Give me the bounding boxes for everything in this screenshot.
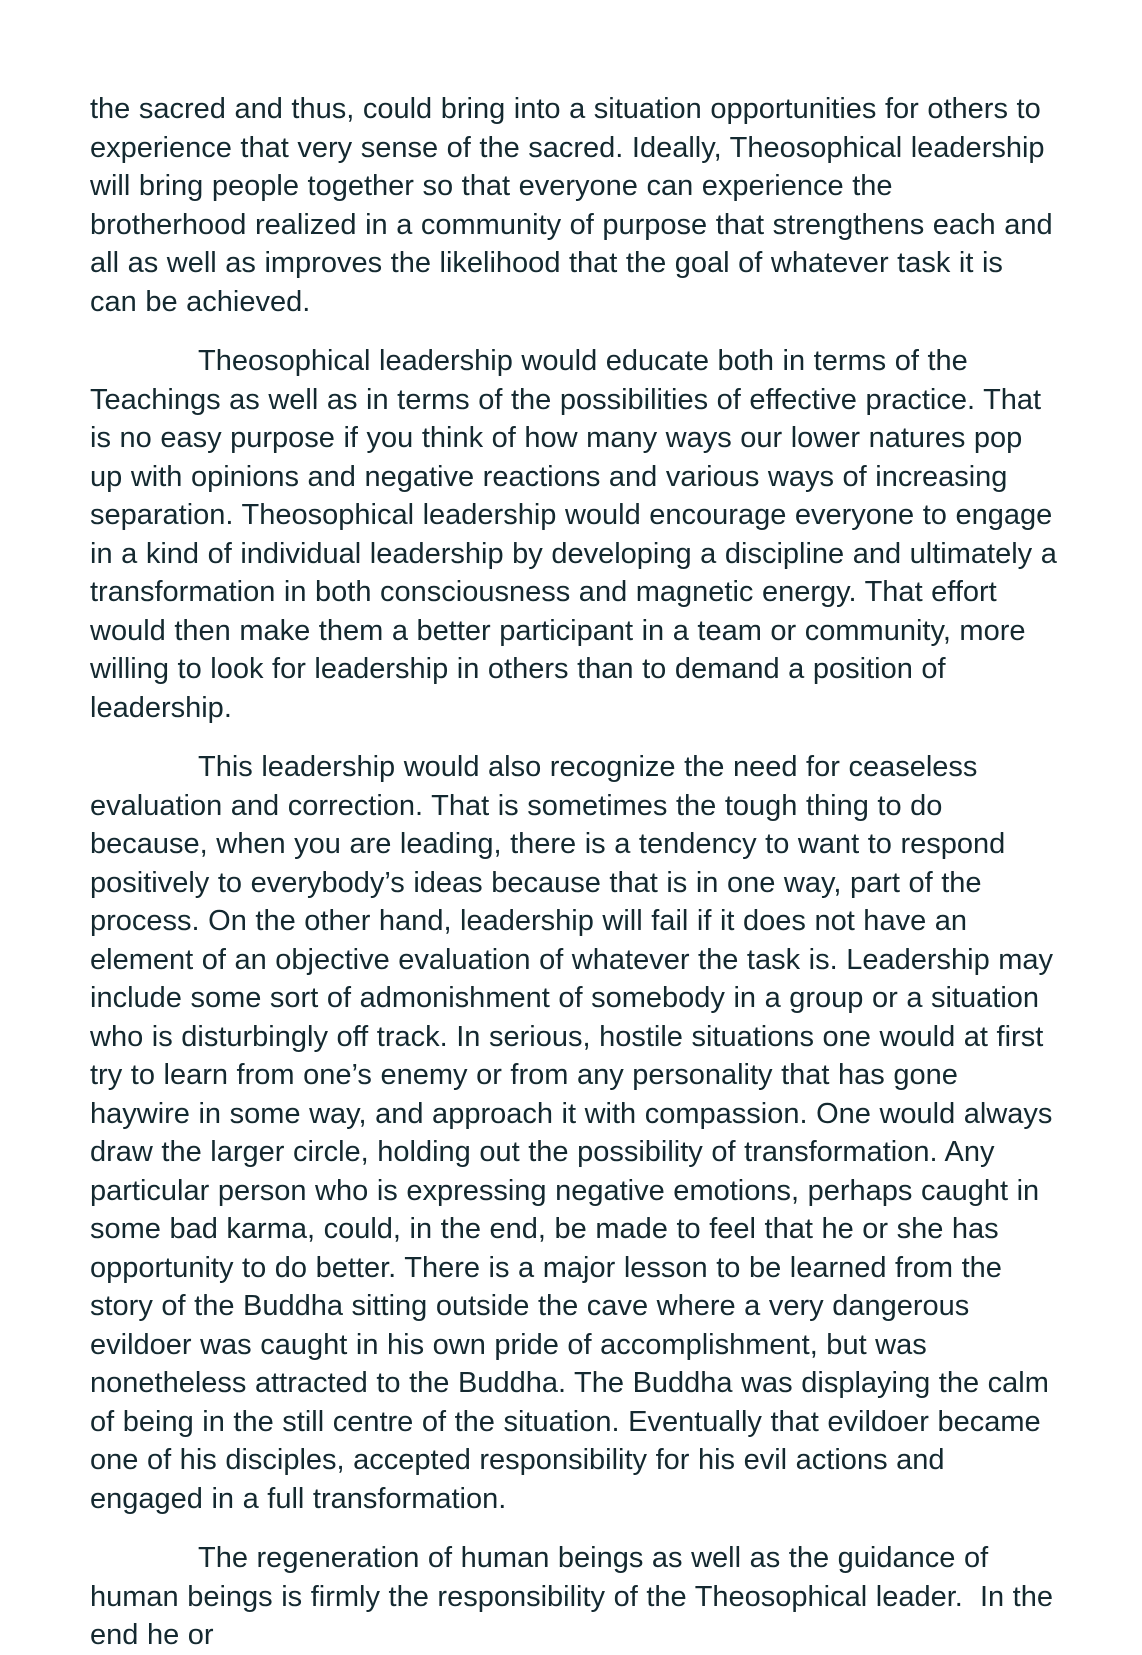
paragraph: The regeneration of human beings as well as the guidance of human beings is firmly the responsibility of the Theosophical leader. In the end he or xyxy=(90,1542,1053,1651)
paragraph: the sacred and thus, could bring into a situation opportunities for others to experience that very sense of the sacred. Ideally, Theosophical leadership will bring people together so that everyone can experience the brotherhood realized in a community of purpose that strengthens each and all as well as improves the likelihood that the goal of whatever task it is can be achieved. xyxy=(90,93,1053,318)
paragraph: This leadership would also recognize the need for ceaseless evaluation and correction. That is sometimes the tough thing to do because, when you are leading, there is a tendency to want to respond positively to everybody’s ideas because that is in one way, part of the process. On the other hand, leadership will fail if it does not have an element of an objective evaluation of whatever the task is. Leadership may include some sort of admonishment of somebody in a group or a situation who is disturbingly off track. In serious, hostile situations one would at first try to learn from one’s enemy or from any personality that has gone haywire in some way, and approach it with compassion. One would always draw the larger circle, holding out the possibility of transformation. Any particular person who is expressing negative emotions, perhaps caught in some bad karma, could, in the end, be made to feel that he or she has opportunity to do better. There is a major lesson to be learned from the story of the Buddha sitting outside the cave where a very dangerous evildoer was caught in his own pride of accomplishment, but was nonetheless attracted to the Buddha. The Buddha was displaying the calm of being in the still centre of the situation. Eventually that evildoer became one of his disciples, accepted responsibility for his evil actions and engaged in a full transformation. xyxy=(90,751,1054,1515)
paragraph: Theosophical leadership would educate both in terms of the Teachings as well as in terms of the possibilities of effective practice. That is no easy purpose if you think of how many ways our lower natures pop up with opinions and negative reactions and various ways of increasing separation. Theosophical leadership would encourage everyone to engage in a kind of individual leadership by developing a discipline and ultimately a transformation in both consciousness and magnetic energy. That effort would then make them a better participant in a team or community, more willing to look for leadership in others than to demand a position of leadership. xyxy=(90,345,1057,724)
